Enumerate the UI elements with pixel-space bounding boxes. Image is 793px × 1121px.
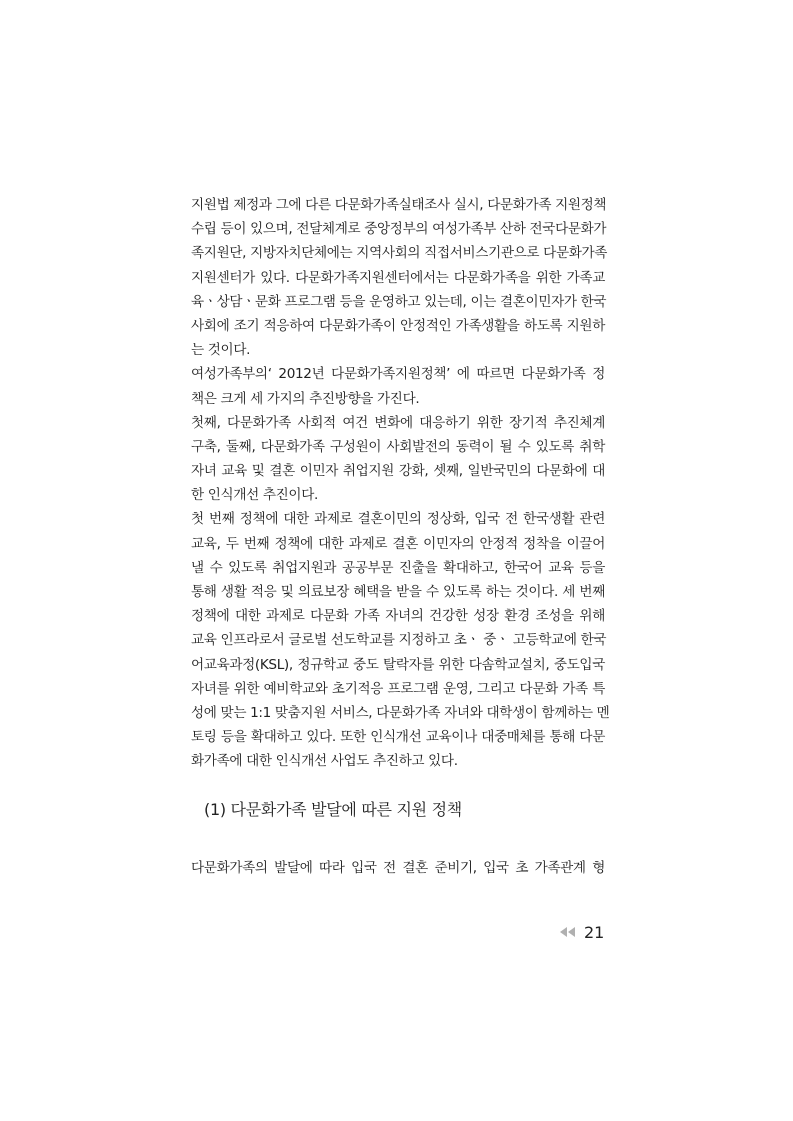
- text-line: 구축, 둘째, 다문화가족 구성원이 사회발전의 동력이 될 수 있도록 취학: [191, 438, 605, 455]
- text-line: 교육 인프라로서 글로벌 선도학교를 지정하고 초ㆍ 중ㆍ 고등학교에 한국: [191, 632, 607, 649]
- text-line: 정책에 대한 과제로 다문화 가족 자녀의 건강한 성장 환경 조성을 위해: [191, 608, 605, 625]
- text-line: 다문화가족의 발달에 따라 입국 전 결혼 준비기, 입국 초 가족관계 형: [191, 860, 605, 876]
- text-line: 성에 맞는 1:1 맞춤지원 서비스, 다문화가족 자녀와 대학생이 함께하는 멘: [191, 704, 610, 721]
- text-line: 사회에 조기 적응하여 다문화가족이 안정적인 가족생활을 하도록 지원하: [191, 317, 605, 334]
- text-line: 화가족에 대한 인식개선 사업도 추진하고 있다.: [191, 753, 458, 770]
- text-line: 어교육과정(KSL), 정규학교 중도 탈락자를 위한 다솜학교설치, 중도입국: [191, 656, 605, 673]
- text-line: 수립 등이 있으며, 전달체계로 중앙정부의 여성가족부 산하 전국다문화가: [191, 221, 607, 238]
- text-line: 첫째, 다문화가족 사회적 여건 변화에 대응하기 위한 장기적 추진체계: [191, 414, 605, 431]
- text-line: 족지원단, 지방자치단체에는 지역사회의 직접서비스기관으로 다문화가족: [191, 245, 608, 262]
- text-line: 자녀를 위한 예비학교와 초기적응 프로그램 운영, 그리고 다문화 가족 특: [191, 680, 605, 697]
- text-line: 낼 수 있도록 취업지원과 공공부문 진출을 확대하고, 한국어 교육 등을: [191, 559, 605, 576]
- body-text: [191, 193, 610, 774]
- text-line: 첫 번째 정책에 대한 과제로 결혼이민의 정상화, 입국 전 한국생활 관련: [191, 511, 605, 528]
- text-line: 한 인식개선 추진이다.: [191, 487, 318, 504]
- text-line: 여성가족부의‘ 2012년 다문화가족지원정책’ 에 따르면 다문화가족 정: [191, 366, 605, 383]
- text-line: 책은 크게 세 가지의 추진방향을 가진다.: [191, 390, 420, 407]
- double-left-arrow-icon: [560, 927, 576, 937]
- text-line: 는 것이다.: [191, 342, 251, 359]
- text-line: 지원법 제정과 그에 다른 다문화가족실태조사 실시, 다문화가족 지원정책: [191, 197, 607, 213]
- page-footer: [560, 920, 604, 944]
- text-line: 지원센터가 있다. 다문화가족지원센터에서는 다문화가족을 위한 가족교: [191, 269, 605, 286]
- text-line: 토링 등을 확대하고 있다. 또한 인식개선 교육이나 대중매체를 통해 다문: [191, 729, 605, 746]
- page-number: 21: [584, 922, 605, 942]
- section-heading: (1) 다문화가족 발달에 따른 지원 정책: [204, 800, 462, 819]
- text-line: 육ㆍ상담ㆍ문화 프로그램 등을 운영하고 있는데, 이는 결혼이민자가 한국: [191, 293, 607, 310]
- text-line: 교육, 두 번째 정책에 대한 과제로 결혼 이민자의 안정적 정착을 이끌어: [191, 535, 605, 552]
- text-line: 통해 생활 적응 및 의료보장 혜택을 받을 수 있도록 하는 것이다. 세 번째: [191, 584, 605, 600]
- text-line: 자녀 교육 및 결혼 이민자 취업지원 강화, 셋째, 일반국민의 다문화에 대: [191, 463, 605, 480]
